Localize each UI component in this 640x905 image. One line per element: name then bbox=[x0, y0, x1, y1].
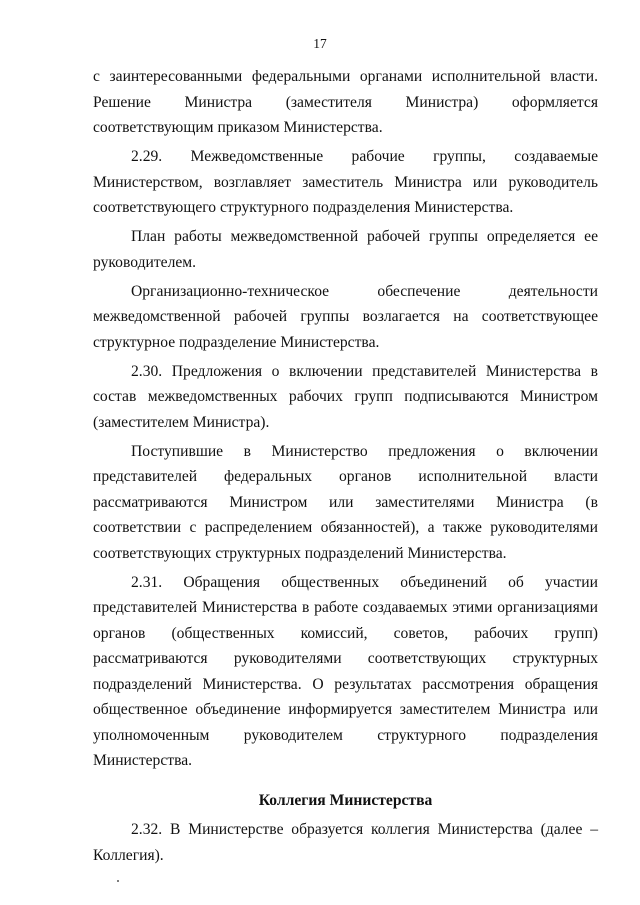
paragraph-2-32: 2.32. В Министерстве образуется коллегия Министерства (далее – Коллегия). bbox=[93, 821, 598, 864]
paragraph-received-proposals: Поступившие в Министерство предложения о включении представителей федеральных органов исполнительной власти рассматриваются Министром или заместителями Министра (в соответствии с распределением обязанностей), а также руководителями соответствующих структурных подразделений Министерства. bbox=[93, 442, 598, 562]
paragraph-2-31: 2.31. Обращения общественных объединений об участии представителей Министерства в работе создаваемых этими организациями органов (общественных комиссий, советов, рабочих групп) рассматриваются руководителями соответствующих структурных подразделений Министерства. О результатах рассмотрения обращения общественное объединение информируется заместителем Министра или уполномоченным руководителем структурного подразделения Министерства. bbox=[93, 573, 598, 769]
section-heading: Коллегия Министерства bbox=[258, 791, 433, 809]
paragraph-work-plan: План работы межведомственной рабочей группы определяется ее руководителем. bbox=[93, 228, 598, 271]
paragraph-continuation: с заинтересованными федеральными органами исполнительной власти. Решение Министра (заместителя Министра) оформляется соответствующим приказом Министерства. bbox=[93, 68, 598, 136]
page-number: 17 bbox=[313, 36, 327, 51]
paragraph-2-30: 2.30. Предложения о включении представителей Министерства в состав межведомственных рабочих групп подписываются Министром (заместителем Министра). bbox=[93, 362, 598, 431]
paragraph-technical-support: Организационно-техническое обеспечение деятельности межведомственной рабочей группы возлагается на соответствующее структурное подразделение Министерства. bbox=[93, 282, 598, 351]
document-body bbox=[93, 64, 598, 872]
scan-speck bbox=[117, 880, 119, 882]
paragraph-2-29: 2.29. Межведомственные рабочие группы, создаваемые Министерством, возглавляет заместитель Министра или руководитель соответствующего структурного подразделения Министерства. bbox=[93, 148, 598, 216]
